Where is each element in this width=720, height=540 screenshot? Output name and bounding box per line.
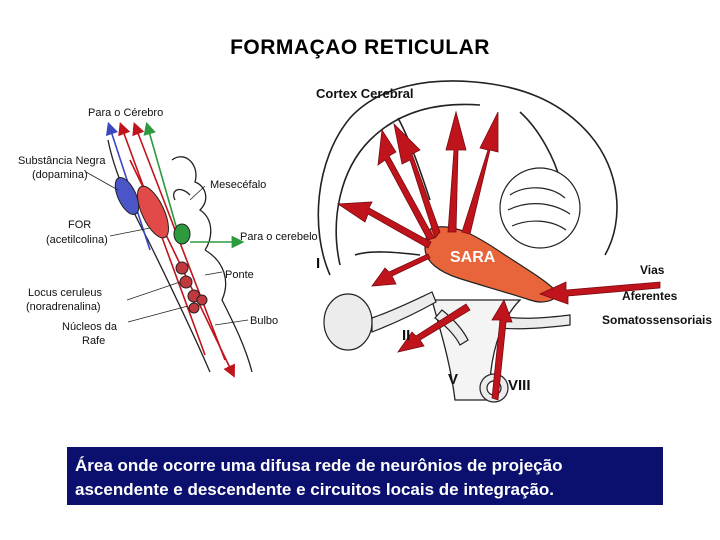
label-mesencefalo: Mesecéfalo bbox=[210, 179, 267, 191]
label-vias: Vias bbox=[640, 263, 665, 277]
caption-box bbox=[67, 447, 663, 505]
arrow-up bbox=[446, 112, 466, 232]
label-aferentes: Aferentes bbox=[622, 289, 678, 303]
label-somatossensoriais: Somatossensoriais bbox=[602, 313, 713, 327]
label-sara: SARA bbox=[450, 249, 496, 266]
label-acetilcolina: (acetilcolina) bbox=[46, 234, 108, 246]
label-nucleos-da: Núcleos da bbox=[62, 321, 118, 333]
label-roman-i: I bbox=[316, 255, 321, 272]
label-substancia-negra: Substância Negra bbox=[18, 155, 106, 167]
label-ponte: Ponte bbox=[225, 269, 254, 281]
label-for: FOR bbox=[68, 219, 92, 231]
label-locus-ceruleus: Locus ceruleus bbox=[28, 287, 102, 299]
label-para-cerebro: Para o Cérebro bbox=[88, 107, 164, 119]
label-roman-viii: VIII bbox=[508, 377, 531, 394]
caption-line-2: ascendente e descendente e circuitos locais de integração. bbox=[75, 480, 555, 499]
arrow-up-right bbox=[462, 112, 498, 234]
arrow-lower-left bbox=[372, 254, 430, 286]
label-dopamina: (dopamina) bbox=[32, 169, 88, 181]
label-noradrenalina: (noradrenalina) bbox=[26, 301, 101, 313]
label-roman-v: V bbox=[448, 371, 459, 388]
cerebellum bbox=[500, 168, 580, 248]
caption-line-1: Área onde ocorre uma difusa rede de neurônios de projeção bbox=[75, 456, 563, 475]
label-roman-ii: II bbox=[402, 327, 411, 344]
label-bulbo: Bulbo bbox=[250, 315, 279, 327]
label-para-cerebelo: Para o cerebelo bbox=[240, 231, 318, 243]
label-cortex-cerebral: Cortex Cerebral bbox=[316, 86, 414, 101]
page-title: FORMAÇAO RETICULAR bbox=[230, 36, 490, 59]
label-rafe: Rafe bbox=[82, 335, 106, 347]
